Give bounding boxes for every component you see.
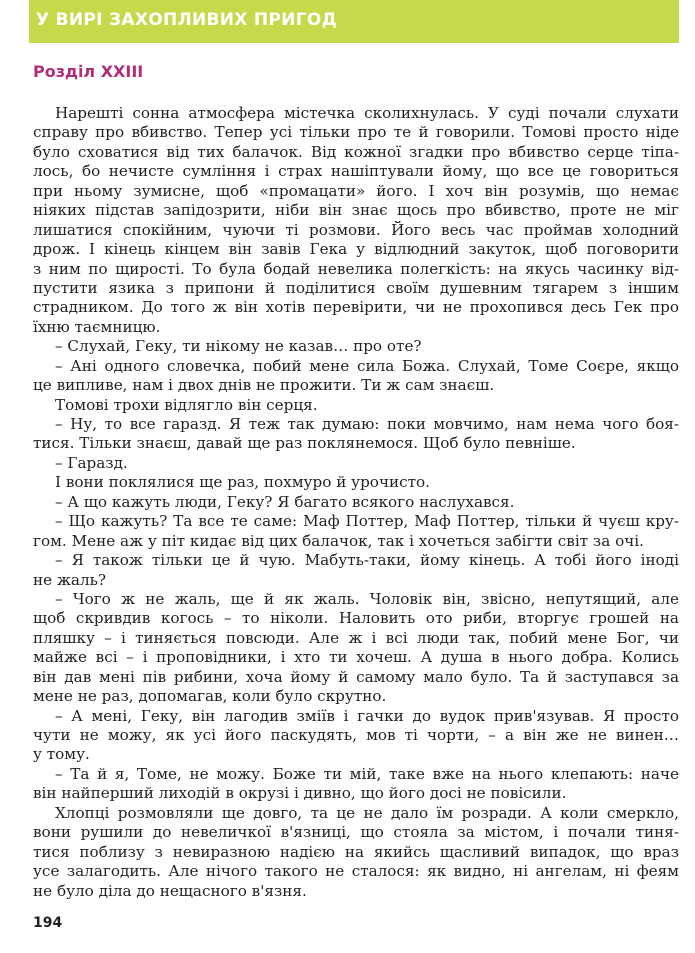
- text-line: – Чого ж не жаль, ще й як жаль. Чоловік він, звісно, непутящий, але: [55, 589, 679, 608]
- text-line: не жаль?: [33, 570, 107, 589]
- text-line: ніяких підстав запідозрити, ніби він знає щось про вбивство, проте не міг: [33, 201, 679, 220]
- text-line: він найперший лиходій в окрузі і дивно, що його досі не повісили.: [33, 784, 567, 803]
- text-line: з ним по щирості. То була бодай невелика полегкість: на якусь часинку від-: [33, 259, 679, 278]
- text-line: усе залагодить. Але нічого такого не сталося: як видно, ні ангелам, ні феям: [33, 862, 679, 881]
- text-line: – Ані одного словечка, побий мене сила Божа. Слухай, Томе Соєре, якщо: [55, 356, 679, 375]
- body-text: [33, 104, 679, 901]
- text-line: щоб скривдив когось – то ніколи. Наловить ото риби, вторгує грошей на: [33, 609, 679, 628]
- text-line: було сховатися від тих балачок. Від кожної згадки про вбивство серце тіпа-: [33, 142, 679, 161]
- text-line: гом. Мене аж у піт кидає від цих балачок, так і хочеться забігти світ за очі.: [33, 531, 644, 550]
- text-line: пляшку – і тиняється повсюди. Але ж і всі люди так, побий мене Бог, чи: [33, 628, 679, 647]
- text-line: він дав мені пів рибини, хоча йому й самому мало було. Та й заступався за: [33, 667, 679, 686]
- page-number: 194: [33, 915, 63, 931]
- text-line: їхню таємницю.: [33, 317, 161, 336]
- text-line: – Ну, то все гаразд. Я теж так думаю: поки мовчимо, нам нема чого боя-: [55, 415, 679, 433]
- text-line: дрож. І кінець кінцем він завів Гека у відлюдний закуток, щоб поговорити: [33, 240, 679, 259]
- text-line: мене не раз, допомагав, коли було скрутно.: [33, 687, 387, 706]
- text-line: пустити язика з припони й поділитися своїм душевним тягарем з іншим: [33, 278, 679, 297]
- text-line: лось, бо нечисте сумління і страх нашіптували йому, що все це говориться: [33, 162, 679, 181]
- text-line: майже всі – і проповідники, і хто ти хочеш. А душа в нього добра. Колись: [33, 648, 679, 667]
- text-line: Томові трохи відлягло він серця.: [55, 395, 318, 414]
- text-line: це випливе, нам і двох днів не прожити. Ти ж сам знаєш.: [33, 376, 495, 395]
- text-line: – Та й я, Томе, не можу. Боже ти мій, таке вже на нього клепають: наче: [55, 764, 679, 783]
- text-line: тися. Тільки знаєш, давай ще раз поклянемося. Щоб було певніше.: [33, 434, 576, 453]
- text-line: страдником. До того ж він хотів перевірити, чи не прохопився десь Гек про: [33, 298, 679, 317]
- text-line: у тому.: [33, 745, 90, 764]
- text-line: вони рушили до невеличкої в'язниці, що стояла за містом, і почали тиня-: [33, 823, 679, 842]
- text-line: І вони поклялися ще раз, похмуро й урочисто.: [55, 473, 430, 492]
- text-line: Нарешті сонна атмосфера містечка сколихнулась. У суді почали слухати: [55, 104, 679, 122]
- text-line: – А що кажуть люди, Геку? Я багато всякого наслухався.: [55, 492, 515, 511]
- text-line: при ньому зумисне, щоб «промацати» його. І хоч він розумів, що немає: [33, 181, 679, 200]
- text-line: Хлопці розмовляли ще довго, та це не дало їм розради. А коли смеркло,: [55, 803, 679, 822]
- text-line: – А мені, Геку, він лагодив зміїв і гачки до вудок прив'язував. Я просто: [55, 706, 679, 725]
- text-line: справу про вбивство. Тепер усі тільки про те й говорили. Томові просто ніде: [33, 123, 679, 142]
- text-line: – Я також тільки це й чую. Мабуть-таки, йому кінець. А тобі його іноді: [55, 551, 679, 570]
- section-header-title: У ВИРІ ЗАХОПЛИВИХ ПРИГОД: [36, 10, 338, 30]
- text-line: чути не можу, як усі його паскудять, мов ті чорти, – а він же не винен…: [33, 726, 679, 744]
- text-line: – Слухай, Геку, ти нікому не казав… про оте?: [55, 337, 422, 356]
- chapter-title: Розділ XXIII: [33, 62, 144, 81]
- text-line: – Що кажуть? Та все те саме: Маф Поттер, Маф Поттер, тільки й чуєш кру-: [55, 512, 679, 531]
- text-line: тися поблизу з невиразною надією на якийсь щасливий випадок, що враз: [33, 842, 679, 861]
- text-line: – Гаразд.: [55, 453, 128, 472]
- text-line: не було діла до нещасного в'язня.: [33, 881, 307, 900]
- text-line: лишатися спокійним, чуючи ті розмови. Його весь час проймав холодний: [33, 220, 679, 239]
